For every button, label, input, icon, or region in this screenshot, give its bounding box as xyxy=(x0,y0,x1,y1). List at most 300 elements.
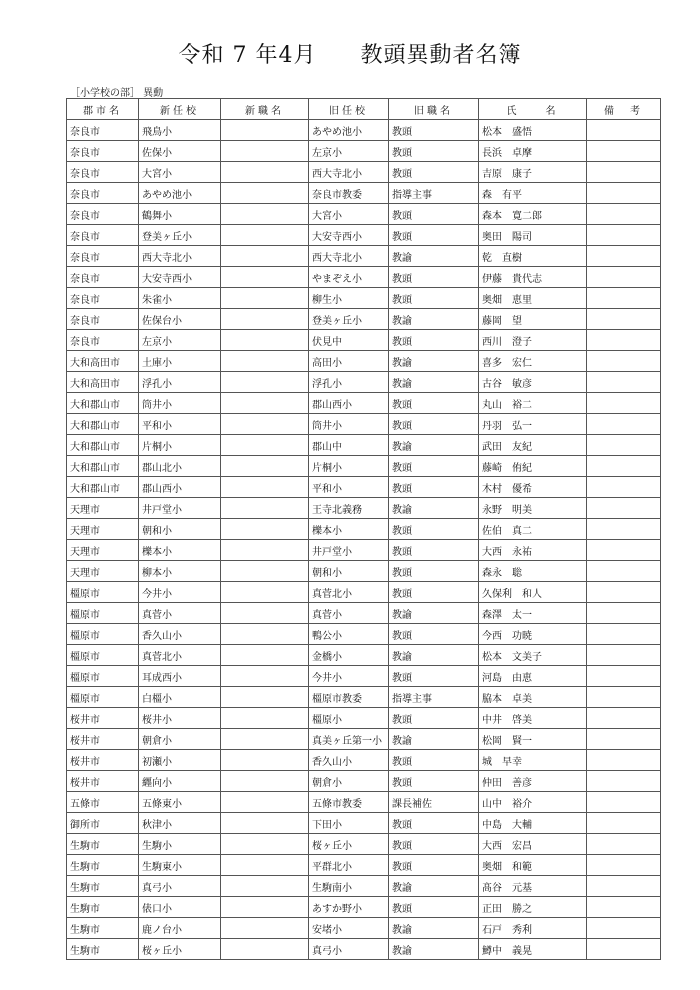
cell-old-school: 西大寺北小 xyxy=(309,246,389,267)
cell-district: 奈良市 xyxy=(67,141,139,162)
cell-old-position: 教諭 xyxy=(389,939,479,960)
cell-old-school: 井戸堂小 xyxy=(309,540,389,561)
cell-old-school: 真菅小 xyxy=(309,603,389,624)
table-row xyxy=(67,687,661,708)
header-remarks: 備 考 xyxy=(587,99,661,120)
cell-remarks xyxy=(587,372,661,393)
cell-old-school: 西大寺北小 xyxy=(309,162,389,183)
cell-district: 橿原市 xyxy=(67,624,139,645)
cell-old-school: 郡山中 xyxy=(309,435,389,456)
cell-district: 橿原市 xyxy=(67,666,139,687)
cell-district: 天理市 xyxy=(67,519,139,540)
cell-remarks xyxy=(587,687,661,708)
cell-name: 古谷 敏彦 xyxy=(479,372,587,393)
table-row xyxy=(67,582,661,603)
cell-old-school: 金橋小 xyxy=(309,645,389,666)
cell-new-position xyxy=(221,498,309,519)
cell-old-position: 教頭 xyxy=(389,897,479,918)
cell-new-position xyxy=(221,414,309,435)
cell-name: 西川 澄子 xyxy=(479,330,587,351)
cell-district: 奈良市 xyxy=(67,267,139,288)
cell-old-position: 教頭 xyxy=(389,141,479,162)
cell-new-position xyxy=(221,120,309,141)
table-row xyxy=(67,729,661,750)
cell-remarks xyxy=(587,876,661,897)
table-row xyxy=(67,834,661,855)
cell-name: 中島 大輔 xyxy=(479,813,587,834)
cell-old-position: 教頭 xyxy=(389,456,479,477)
cell-name: 山中 裕介 xyxy=(479,792,587,813)
cell-old-position: 教頭 xyxy=(389,708,479,729)
cell-old-school: 橿原小 xyxy=(309,708,389,729)
cell-new-school: 今井小 xyxy=(139,582,221,603)
cell-name: 森澤 太一 xyxy=(479,603,587,624)
cell-old-position: 教諭 xyxy=(389,351,479,372)
table-row xyxy=(67,645,661,666)
cell-district: 大和郡山市 xyxy=(67,477,139,498)
cell-old-position: 教諭 xyxy=(389,246,479,267)
cell-name: 松本 盛悟 xyxy=(479,120,587,141)
cell-remarks xyxy=(587,414,661,435)
cell-old-school: 真弓小 xyxy=(309,939,389,960)
cell-new-position xyxy=(221,645,309,666)
cell-name: 城 早幸 xyxy=(479,750,587,771)
cell-remarks xyxy=(587,183,661,204)
cell-new-school: 秋津小 xyxy=(139,813,221,834)
cell-remarks xyxy=(587,225,661,246)
cell-remarks xyxy=(587,813,661,834)
cell-old-school: 大宮小 xyxy=(309,204,389,225)
cell-new-school: 佐保小 xyxy=(139,141,221,162)
cell-new-position xyxy=(221,855,309,876)
cell-new-position xyxy=(221,330,309,351)
cell-district: 五條市 xyxy=(67,792,139,813)
cell-remarks xyxy=(587,582,661,603)
cell-name: 脇本 卓美 xyxy=(479,687,587,708)
table-row xyxy=(67,183,661,204)
cell-remarks xyxy=(587,162,661,183)
cell-new-school: 片桐小 xyxy=(139,435,221,456)
cell-old-school: 平和小 xyxy=(309,477,389,498)
cell-name: 森永 聡 xyxy=(479,561,587,582)
cell-new-school: 郡山西小 xyxy=(139,477,221,498)
table-row xyxy=(67,162,661,183)
cell-new-school: 俵口小 xyxy=(139,897,221,918)
cell-new-position xyxy=(221,225,309,246)
cell-old-position: 教頭 xyxy=(389,477,479,498)
cell-new-position xyxy=(221,351,309,372)
cell-new-position xyxy=(221,666,309,687)
cell-new-position xyxy=(221,687,309,708)
cell-name: 喜多 宏仁 xyxy=(479,351,587,372)
cell-new-position xyxy=(221,162,309,183)
cell-new-school: 桜井小 xyxy=(139,708,221,729)
cell-old-school: 郡山西小 xyxy=(309,393,389,414)
table-row xyxy=(67,246,661,267)
cell-old-position: 教諭 xyxy=(389,645,479,666)
table-row xyxy=(67,393,661,414)
cell-old-position: 教頭 xyxy=(389,120,479,141)
table-row xyxy=(67,477,661,498)
cell-remarks xyxy=(587,477,661,498)
cell-old-position: 教頭 xyxy=(389,288,479,309)
cell-old-school: あやめ池小 xyxy=(309,120,389,141)
cell-remarks xyxy=(587,351,661,372)
cell-new-position xyxy=(221,582,309,603)
cell-new-position xyxy=(221,708,309,729)
cell-name: 河島 由恵 xyxy=(479,666,587,687)
cell-district: 大和郡山市 xyxy=(67,414,139,435)
cell-old-position: 教頭 xyxy=(389,519,479,540)
table-row xyxy=(67,456,661,477)
cell-old-school: 高田小 xyxy=(309,351,389,372)
cell-name: 今西 功暁 xyxy=(479,624,587,645)
cell-remarks xyxy=(587,498,661,519)
cell-new-position xyxy=(221,519,309,540)
cell-old-school: 真美ヶ丘第一小 xyxy=(309,729,389,750)
cell-name: 藤岡 望 xyxy=(479,309,587,330)
table-row xyxy=(67,939,661,960)
title-year: 7 xyxy=(232,43,248,68)
cell-new-school: 初瀬小 xyxy=(139,750,221,771)
table-row xyxy=(67,876,661,897)
cell-district: 奈良市 xyxy=(67,120,139,141)
table-row xyxy=(67,918,661,939)
cell-district: 奈良市 xyxy=(67,288,139,309)
cell-old-school: 真菅北小 xyxy=(309,582,389,603)
cell-new-position xyxy=(221,372,309,393)
cell-new-school: 飛鳥小 xyxy=(139,120,221,141)
cell-old-position: 教頭 xyxy=(389,750,479,771)
title-month: 4月 xyxy=(278,43,317,68)
cell-new-school: 郡山北小 xyxy=(139,456,221,477)
cell-new-school: 登美ヶ丘小 xyxy=(139,225,221,246)
transfer-table xyxy=(66,98,661,960)
cell-new-school: 鶴舞小 xyxy=(139,204,221,225)
cell-district: 桜井市 xyxy=(67,771,139,792)
cell-old-position: 教頭 xyxy=(389,561,479,582)
cell-old-position: 指導主事 xyxy=(389,183,479,204)
cell-name: 丸山 裕二 xyxy=(479,393,587,414)
cell-remarks xyxy=(587,204,661,225)
cell-name: 中井 啓美 xyxy=(479,708,587,729)
table-row xyxy=(67,792,661,813)
cell-district: 御所市 xyxy=(67,813,139,834)
table-row xyxy=(67,414,661,435)
cell-name: 大西 宏昌 xyxy=(479,834,587,855)
cell-district: 奈良市 xyxy=(67,162,139,183)
cell-name: 大西 永祐 xyxy=(479,540,587,561)
cell-new-school: 白橿小 xyxy=(139,687,221,708)
cell-new-school: 耳成西小 xyxy=(139,666,221,687)
table-row xyxy=(67,267,661,288)
cell-new-position xyxy=(221,309,309,330)
cell-remarks xyxy=(587,330,661,351)
cell-remarks xyxy=(587,435,661,456)
cell-remarks xyxy=(587,246,661,267)
cell-new-school: 真弓小 xyxy=(139,876,221,897)
cell-old-position: 教諭 xyxy=(389,498,479,519)
cell-new-position xyxy=(221,750,309,771)
cell-new-school: 朝倉小 xyxy=(139,729,221,750)
table-row xyxy=(67,813,661,834)
cell-old-position: 課長補佐 xyxy=(389,792,479,813)
cell-new-school: 櫟本小 xyxy=(139,540,221,561)
cell-old-school: あすか野小 xyxy=(309,897,389,918)
section-label: ［小学校の部］ 異動 xyxy=(70,88,164,99)
cell-old-school: 大安寺西小 xyxy=(309,225,389,246)
cell-new-school: 西大寺北小 xyxy=(139,246,221,267)
cell-district: 奈良市 xyxy=(67,309,139,330)
cell-district: 生駒市 xyxy=(67,834,139,855)
cell-name: 吉原 康子 xyxy=(479,162,587,183)
cell-remarks xyxy=(587,519,661,540)
table-row xyxy=(67,603,661,624)
cell-new-school: 筒井小 xyxy=(139,393,221,414)
cell-new-position xyxy=(221,792,309,813)
cell-old-school: 浮孔小 xyxy=(309,372,389,393)
cell-new-position xyxy=(221,834,309,855)
cell-new-school: 平和小 xyxy=(139,414,221,435)
cell-remarks xyxy=(587,729,661,750)
cell-remarks xyxy=(587,120,661,141)
cell-name: 伊藤 貴代志 xyxy=(479,267,587,288)
cell-old-position: 教諭 xyxy=(389,918,479,939)
header-old-school: 旧任校 xyxy=(309,99,389,120)
cell-name: 長浜 卓摩 xyxy=(479,141,587,162)
cell-name: 武田 友紀 xyxy=(479,435,587,456)
table-row xyxy=(67,855,661,876)
cell-name: 乾 直樹 xyxy=(479,246,587,267)
cell-old-school: 伏見中 xyxy=(309,330,389,351)
cell-old-position: 教諭 xyxy=(389,372,479,393)
cell-remarks xyxy=(587,288,661,309)
cell-new-school: 香久山小 xyxy=(139,624,221,645)
cell-district: 橿原市 xyxy=(67,603,139,624)
cell-old-position: 教頭 xyxy=(389,771,479,792)
cell-old-school: 平群北小 xyxy=(309,855,389,876)
cell-new-school: 朝和小 xyxy=(139,519,221,540)
cell-old-school: やまぞえ小 xyxy=(309,267,389,288)
cell-district: 生駒市 xyxy=(67,939,139,960)
header-district: 郡市名 xyxy=(67,99,139,120)
cell-new-school: 五條東小 xyxy=(139,792,221,813)
table-row xyxy=(67,624,661,645)
cell-remarks xyxy=(587,792,661,813)
cell-name: 藤崎 侑紀 xyxy=(479,456,587,477)
cell-name: 丹羽 弘一 xyxy=(479,414,587,435)
cell-name: 森本 寛二郎 xyxy=(479,204,587,225)
cell-district: 奈良市 xyxy=(67,246,139,267)
cell-old-school: 五條市教委 xyxy=(309,792,389,813)
title-era: 令和 xyxy=(178,43,225,68)
cell-new-position xyxy=(221,876,309,897)
page-title xyxy=(0,38,700,69)
table-row xyxy=(67,750,661,771)
cell-old-position: 教頭 xyxy=(389,834,479,855)
cell-new-school: 桜ヶ丘小 xyxy=(139,939,221,960)
header-new-school: 新任校 xyxy=(139,99,221,120)
table-row xyxy=(67,372,661,393)
table-row xyxy=(67,519,661,540)
table-row xyxy=(67,120,661,141)
table-row xyxy=(67,435,661,456)
cell-district: 天理市 xyxy=(67,561,139,582)
cell-old-school: 安堵小 xyxy=(309,918,389,939)
cell-old-position: 教頭 xyxy=(389,813,479,834)
cell-district: 奈良市 xyxy=(67,225,139,246)
cell-old-school: 下田小 xyxy=(309,813,389,834)
cell-new-position xyxy=(221,267,309,288)
cell-remarks xyxy=(587,309,661,330)
cell-new-position xyxy=(221,456,309,477)
cell-old-position: 教頭 xyxy=(389,624,479,645)
cell-remarks xyxy=(587,456,661,477)
cell-name: 髙谷 元基 xyxy=(479,876,587,897)
cell-old-school: 鴨公小 xyxy=(309,624,389,645)
cell-district: 生駒市 xyxy=(67,876,139,897)
cell-old-position: 教頭 xyxy=(389,582,479,603)
cell-old-school: 王寺北義務 xyxy=(309,498,389,519)
cell-remarks xyxy=(587,834,661,855)
cell-remarks xyxy=(587,603,661,624)
cell-district: 大和郡山市 xyxy=(67,435,139,456)
cell-remarks xyxy=(587,141,661,162)
cell-name: 仲田 善彦 xyxy=(479,771,587,792)
cell-remarks xyxy=(587,645,661,666)
cell-remarks xyxy=(587,561,661,582)
cell-district: 桜井市 xyxy=(67,729,139,750)
cell-district: 生駒市 xyxy=(67,897,139,918)
cell-old-school: 今井小 xyxy=(309,666,389,687)
cell-old-school: 片桐小 xyxy=(309,456,389,477)
table-row xyxy=(67,225,661,246)
cell-old-position: 教頭 xyxy=(389,225,479,246)
cell-district: 奈良市 xyxy=(67,204,139,225)
header-old-position: 旧職名 xyxy=(389,99,479,120)
cell-new-school: 佐保台小 xyxy=(139,309,221,330)
table-row xyxy=(67,141,661,162)
cell-new-school: 鹿ノ台小 xyxy=(139,918,221,939)
cell-remarks xyxy=(587,750,661,771)
table-row xyxy=(67,204,661,225)
header-row xyxy=(67,99,661,120)
cell-new-position xyxy=(221,561,309,582)
cell-old-position: 教頭 xyxy=(389,540,479,561)
cell-name: 奥畑 恵里 xyxy=(479,288,587,309)
cell-new-position xyxy=(221,540,309,561)
cell-old-position: 教頭 xyxy=(389,393,479,414)
cell-old-school: 奈良市教委 xyxy=(309,183,389,204)
cell-new-position xyxy=(221,918,309,939)
cell-old-position: 教諭 xyxy=(389,435,479,456)
cell-remarks xyxy=(587,855,661,876)
cell-old-school: 朝和小 xyxy=(309,561,389,582)
cell-name: 奥畑 和範 xyxy=(479,855,587,876)
cell-district: 生駒市 xyxy=(67,918,139,939)
title-year-unit: 年 xyxy=(255,43,279,68)
cell-remarks xyxy=(587,267,661,288)
cell-old-school: 柳生小 xyxy=(309,288,389,309)
cell-old-position: 教諭 xyxy=(389,876,479,897)
table-row xyxy=(67,771,661,792)
cell-district: 大和郡山市 xyxy=(67,456,139,477)
cell-district: 奈良市 xyxy=(67,330,139,351)
table-row xyxy=(67,666,661,687)
cell-new-position xyxy=(221,477,309,498)
cell-old-position: 教諭 xyxy=(389,603,479,624)
cell-name: 久保利 和人 xyxy=(479,582,587,603)
cell-old-position: 教頭 xyxy=(389,666,479,687)
cell-new-school: 生駒小 xyxy=(139,834,221,855)
cell-new-school: 生駒東小 xyxy=(139,855,221,876)
cell-remarks xyxy=(587,897,661,918)
cell-new-school: あやめ池小 xyxy=(139,183,221,204)
cell-new-school: 左京小 xyxy=(139,330,221,351)
cell-new-school: 真菅北小 xyxy=(139,645,221,666)
cell-old-school: 左京小 xyxy=(309,141,389,162)
cell-old-school: 桜ヶ丘小 xyxy=(309,834,389,855)
cell-new-position xyxy=(221,288,309,309)
cell-name: 松本 文美子 xyxy=(479,645,587,666)
cell-old-position: 教頭 xyxy=(389,204,479,225)
cell-remarks xyxy=(587,666,661,687)
cell-name: 永野 明美 xyxy=(479,498,587,519)
cell-new-position xyxy=(221,939,309,960)
header-name: 氏 名 xyxy=(479,99,587,120)
cell-district: 桜井市 xyxy=(67,708,139,729)
cell-old-school: 登美ヶ丘小 xyxy=(309,309,389,330)
cell-new-position xyxy=(221,246,309,267)
cell-district: 大和郡山市 xyxy=(67,393,139,414)
cell-old-school: 香久山小 xyxy=(309,750,389,771)
cell-new-position xyxy=(221,603,309,624)
table-row xyxy=(67,309,661,330)
cell-remarks xyxy=(587,540,661,561)
cell-new-school: 纒向小 xyxy=(139,771,221,792)
cell-new-school: 真菅小 xyxy=(139,603,221,624)
table-row xyxy=(67,708,661,729)
cell-old-position: 指導主事 xyxy=(389,687,479,708)
cell-new-position xyxy=(221,183,309,204)
cell-name: 奥田 陽司 xyxy=(479,225,587,246)
table-row xyxy=(67,330,661,351)
cell-old-position: 教諭 xyxy=(389,729,479,750)
cell-old-school: 筒井小 xyxy=(309,414,389,435)
cell-remarks xyxy=(587,393,661,414)
cell-remarks xyxy=(587,771,661,792)
cell-district: 橿原市 xyxy=(67,687,139,708)
cell-name: 佐伯 真二 xyxy=(479,519,587,540)
cell-new-position xyxy=(221,624,309,645)
cell-old-school: 生駒南小 xyxy=(309,876,389,897)
table-row xyxy=(67,351,661,372)
title-subject: 教頭異動者名簿 xyxy=(360,43,522,68)
table-row xyxy=(67,561,661,582)
cell-new-school: 柳本小 xyxy=(139,561,221,582)
cell-name: 石戸 秀利 xyxy=(479,918,587,939)
cell-remarks xyxy=(587,624,661,645)
cell-new-school: 浮孔小 xyxy=(139,372,221,393)
table-body xyxy=(67,120,661,960)
cell-district: 大和高田市 xyxy=(67,351,139,372)
cell-district: 生駒市 xyxy=(67,855,139,876)
cell-district: 大和高田市 xyxy=(67,372,139,393)
cell-district: 桜井市 xyxy=(67,750,139,771)
cell-new-school: 井戸堂小 xyxy=(139,498,221,519)
table-row xyxy=(67,897,661,918)
cell-old-position: 教頭 xyxy=(389,267,479,288)
